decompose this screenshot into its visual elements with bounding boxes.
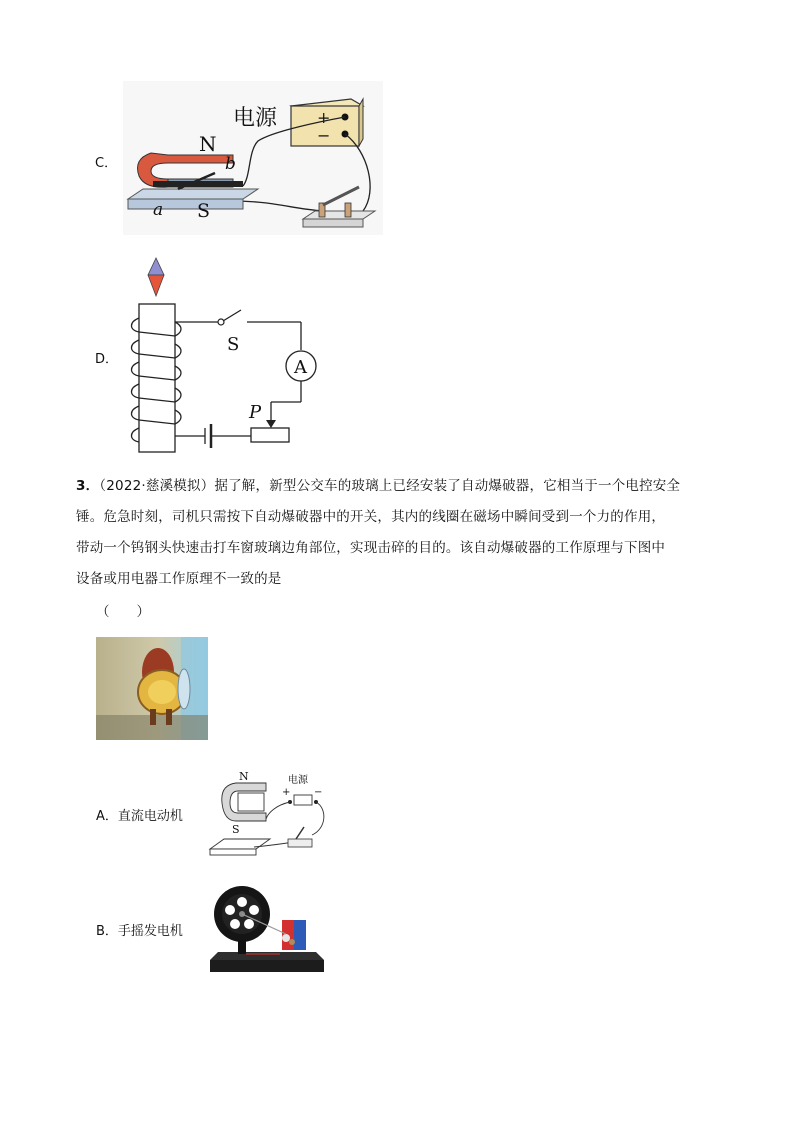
question-source: （2022·慈溪模拟） [99, 478, 215, 494]
power-plus: + [282, 787, 291, 798]
south-pole-label: S [197, 200, 211, 222]
question-line-2: 锤。危急时刻，司机只需按下自动爆破器中的开关，其内的线圈在磁场中瞬间受到一个力的作用， [76, 509, 666, 525]
photo-auto-breaker [96, 637, 208, 740]
minus-sign: − [317, 126, 331, 145]
question-number: 3． [76, 478, 100, 494]
figure-a-dc-motor [206, 769, 328, 861]
plus-sign: + [317, 108, 331, 127]
power-supply-label: 电源 [288, 775, 308, 786]
option-a-label: A．直流电动机 [96, 809, 183, 824]
point-b-label: b [225, 154, 236, 174]
power-minus: − [314, 787, 323, 798]
point-a-label: a [153, 200, 164, 220]
question-3-text [76, 471, 726, 595]
question-line-4: 设备或用电器工作原理不一致的是 [76, 571, 282, 587]
north-pole-label: N [199, 132, 217, 156]
slider-p-label: P [249, 402, 262, 423]
figure-b-hand-generator [206, 880, 328, 976]
ammeter-label: A [294, 357, 307, 378]
answer-blank: （ ） [96, 604, 150, 620]
magnet-s-label: S [232, 823, 240, 836]
power-label: 电源 [233, 106, 278, 131]
question-line-3: 带动一个钨钢头快速击打车窗玻璃边角部位，实现击碎的目的。该自动爆破器的工作原理与下图中 [76, 540, 666, 556]
option-c-label: C． [95, 156, 118, 171]
option-b-label: B．手摇发电机 [96, 924, 183, 939]
option-d-label: D． [95, 352, 119, 367]
magnet-n-label: N [239, 770, 249, 783]
figure-c-motor-circuit [123, 81, 383, 235]
question-line-1: 据了解，新型公交车的玻璃上已经安装了自动爆破器，它相当于一个电控安全 [214, 478, 681, 494]
switch-s-label: S [227, 334, 240, 355]
figure-d-induction-circuit [123, 256, 319, 456]
